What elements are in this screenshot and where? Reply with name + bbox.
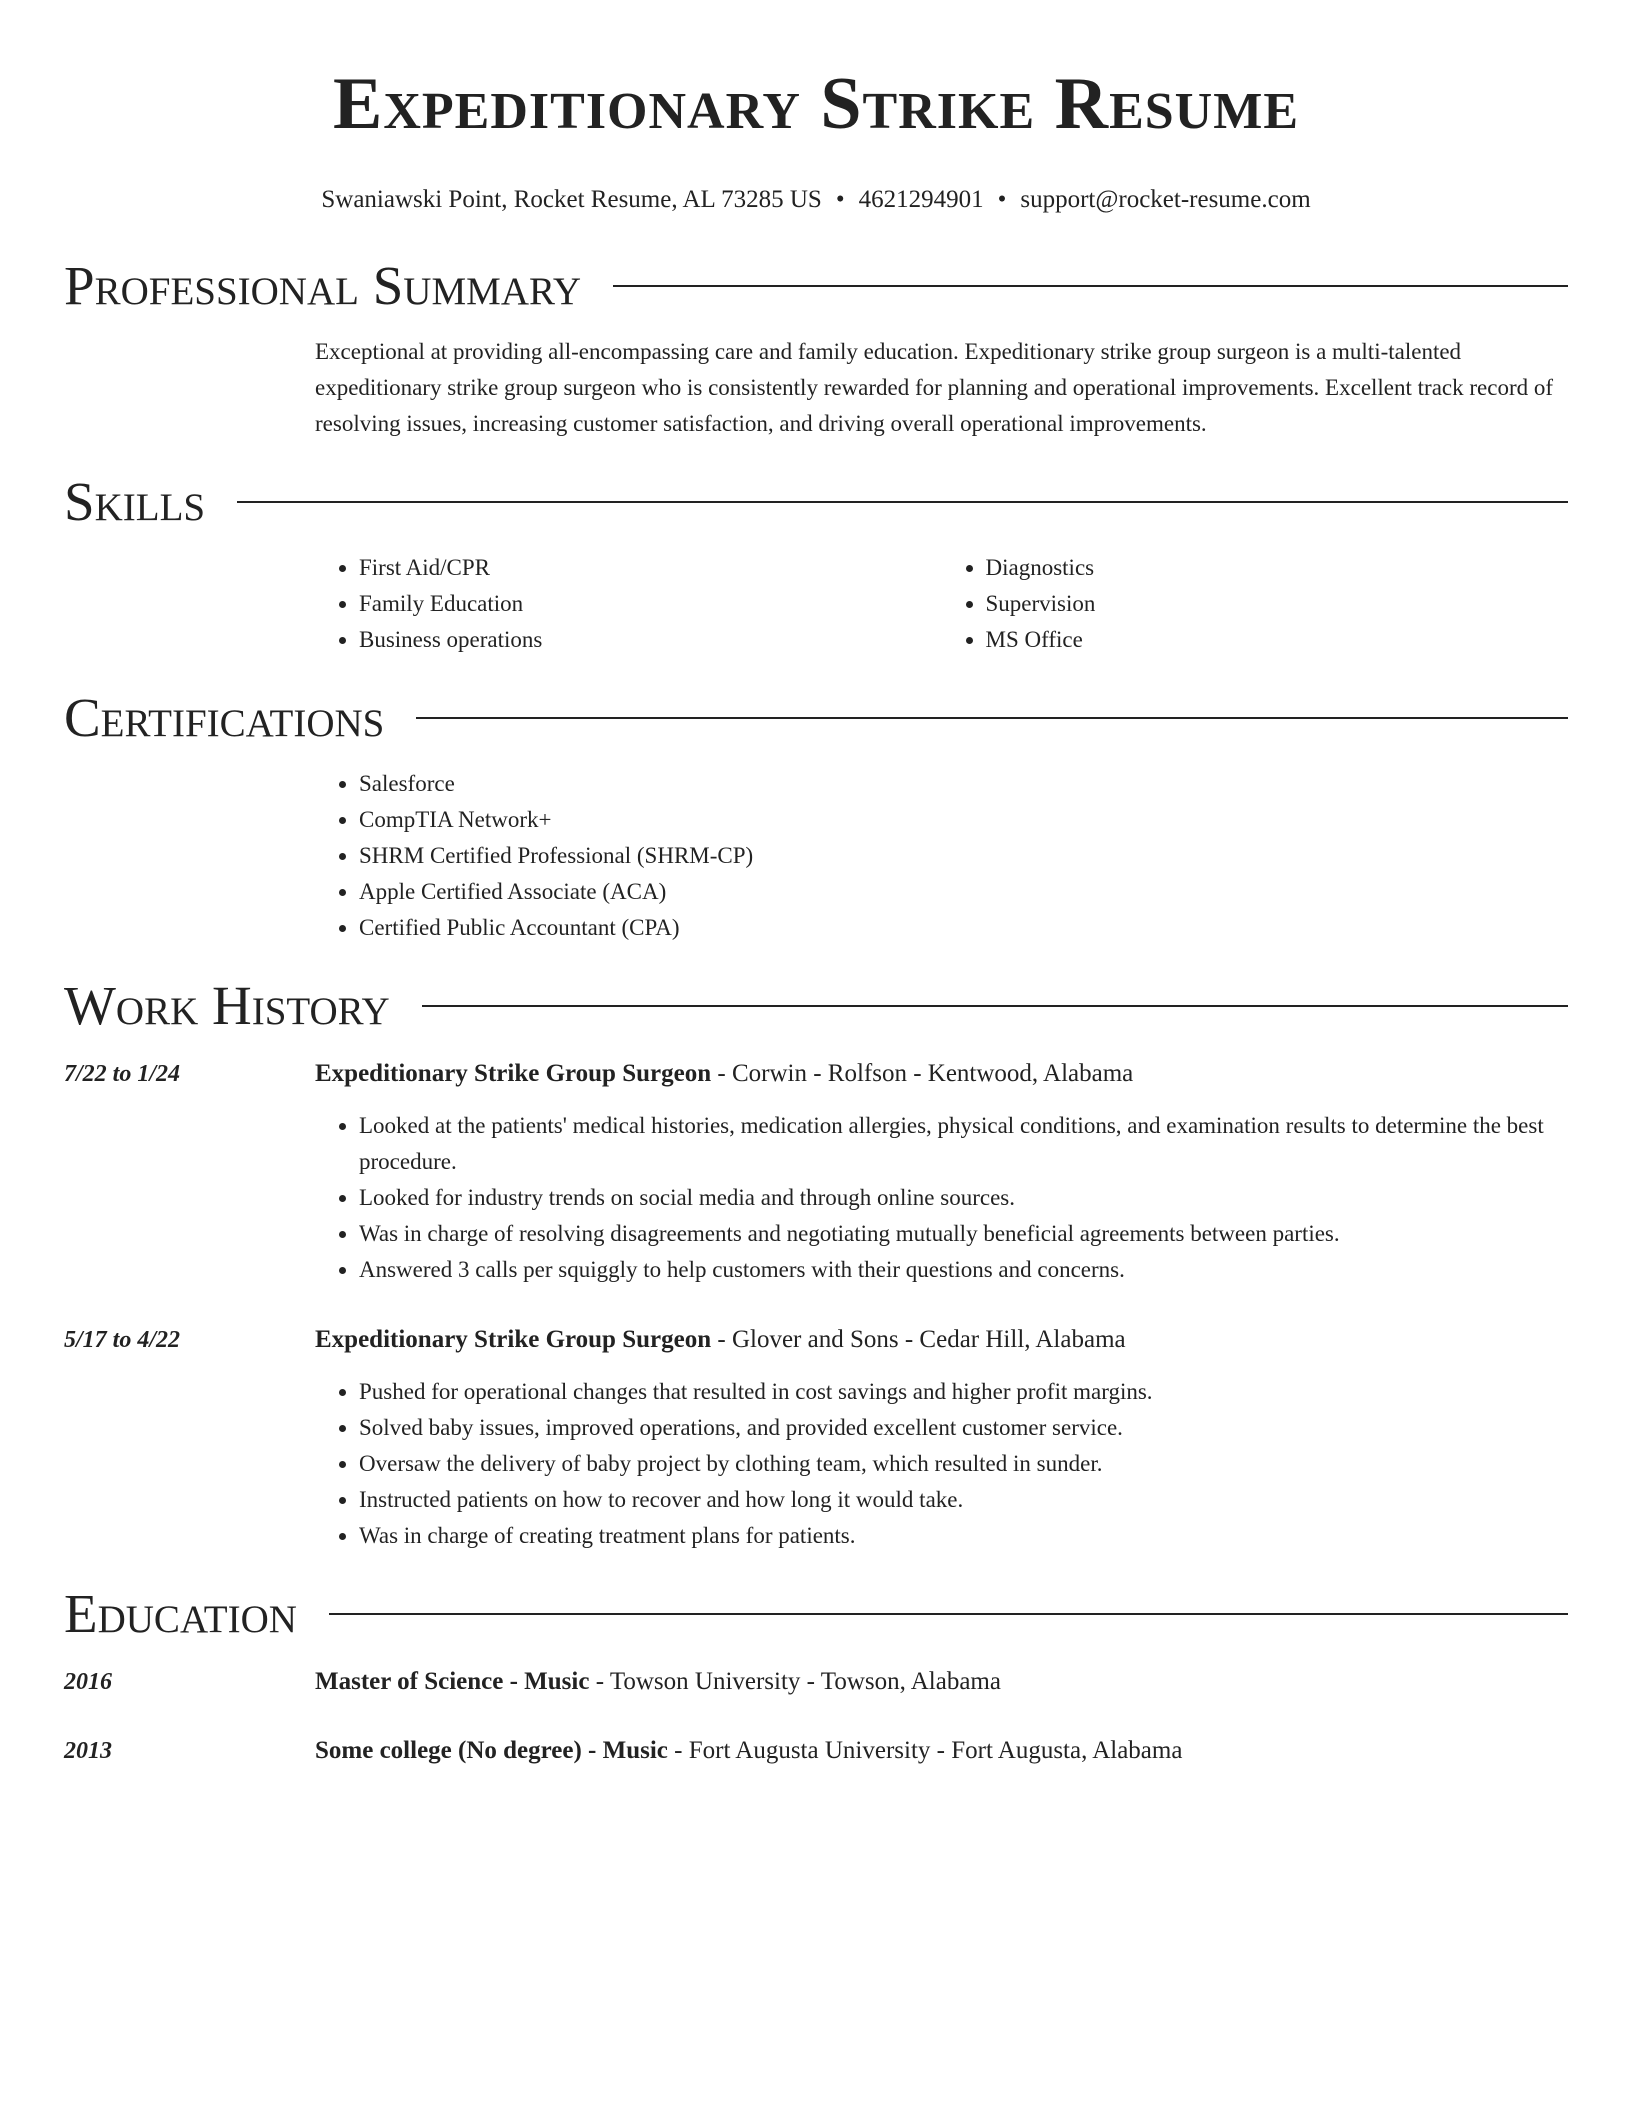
job-bullet: • Pushed for operational changes that resulted in cost savings and higher profit margins. <box>359 1374 1568 1410</box>
education-entry <box>315 1733 1568 1769</box>
contact-address: Swaniawski Point, Rocket Resume, AL 73285 US <box>321 186 822 213</box>
work-section-header <box>64 976 1568 1036</box>
certifications-heading: Certifications <box>64 687 385 748</box>
job-bullet: • Looked for industry trends on social media and through online sources. <box>359 1180 1568 1216</box>
job-bullets <box>315 1374 1568 1554</box>
job-bullets <box>315 1108 1568 1288</box>
section-divider <box>422 1005 1568 1007</box>
education-degree: Some college (No degree) - Music <box>315 1737 668 1764</box>
job-header <box>315 1322 1568 1358</box>
job-details: - Glover and Sons - Cedar Hill, Alabama <box>711 1326 1126 1353</box>
contact-separator: • <box>997 186 1007 213</box>
certifications-section-header <box>64 688 1568 748</box>
skill-item: • Diagnostics <box>986 550 1569 586</box>
section-divider <box>329 1613 1568 1615</box>
certification-item: • Apple Certified Associate (ACA) <box>359 874 1568 910</box>
resume-page <box>64 0 1568 1764</box>
contact-email[interactable]: support@rocket-resume.com <box>1020 186 1311 213</box>
education-year: 2013 <box>64 1738 112 1764</box>
certification-item: • Certified Public Accountant (CPA) <box>359 910 1568 946</box>
education-degree: Master of Science - Music <box>315 1668 590 1695</box>
certification-item: • SHRM Certified Professional (SHRM-CP) <box>359 838 1568 874</box>
certification-item: • CompTIA Network+ <box>359 802 1568 838</box>
education-section-header <box>64 1584 1568 1644</box>
job-bullet: • Answered 3 calls per squiggly to help customers with their questions and concerns. <box>359 1252 1568 1288</box>
skills-section-header <box>64 472 1568 532</box>
job-dates: 7/22 to 1/24 <box>64 1061 181 1087</box>
skill-item: • Business operations <box>359 622 942 658</box>
job-bullet: • Instructed patients on how to recover and how long it would take. <box>359 1482 1568 1518</box>
education-entry <box>315 1664 1568 1700</box>
job-bullet: • Oversaw the delivery of baby project by clothing team, which resulted in sunder. <box>359 1446 1568 1482</box>
section-divider <box>237 501 1568 503</box>
job-bullet: • Solved baby issues, improved operations, and provided excellent customer service. <box>359 1410 1568 1446</box>
job-header <box>315 1056 1568 1092</box>
job-dates: 5/17 to 4/22 <box>64 1327 181 1353</box>
job-bullet: • Looked at the patients' medical histories, medication allergies, physical conditions, and examination results to determine the best procedure. <box>359 1108 1568 1180</box>
certification-item: • Salesforce <box>359 766 1568 802</box>
contact-line <box>64 184 1568 216</box>
summary-section-header <box>64 256 1568 316</box>
summary-heading: Professional Summary <box>64 255 582 316</box>
job-bullet: • Was in charge of resolving disagreements and negotiating mutually beneficial agreements between parties. <box>359 1216 1568 1252</box>
section-divider <box>613 285 1568 287</box>
work-heading: Work History <box>64 975 390 1036</box>
skill-item: • Supervision <box>986 586 1569 622</box>
education-year: 2016 <box>64 1669 112 1695</box>
certifications-list <box>315 766 1568 946</box>
contact-separator: • <box>835 186 845 213</box>
skills-column-right <box>942 550 1569 658</box>
skills-list <box>315 550 1568 658</box>
skill-item: • First Aid/CPR <box>359 550 942 586</box>
education-details: - Fort Augusta University - Fort Augusta, Alabama <box>667 1737 1183 1764</box>
skills-heading: Skills <box>64 471 206 532</box>
education-heading: Education <box>64 1583 297 1644</box>
job-title: Expeditionary Strike Group Surgeon <box>315 1060 712 1087</box>
job-details: - Corwin - Rolfson - Kentwood, Alabama <box>711 1060 1134 1087</box>
contact-phone: 4621294901 <box>858 186 984 213</box>
education-details: - Towson University - Towson, Alabama <box>589 1668 1001 1695</box>
skill-item: • Family Education <box>359 586 942 622</box>
section-divider <box>416 717 1568 719</box>
skill-item: • MS Office <box>986 622 1569 658</box>
job-bullet: • Was in charge of creating treatment plans for patients. <box>359 1518 1568 1554</box>
skills-column-left <box>315 550 942 658</box>
job-title: Expeditionary Strike Group Surgeon <box>315 1326 712 1353</box>
resume-name: Expeditionary Strike Resume <box>332 63 1299 145</box>
summary-text: Exceptional at providing all-encompassing care and family education. Expeditionary strike group surgeon is a multi-talented expeditionary strike group surgeon who is consistently rewarded for planning and operational improvements. Excellent track record of resolving issues, increasing customer satisfaction, and driving overall operational improvements. <box>315 339 1554 436</box>
